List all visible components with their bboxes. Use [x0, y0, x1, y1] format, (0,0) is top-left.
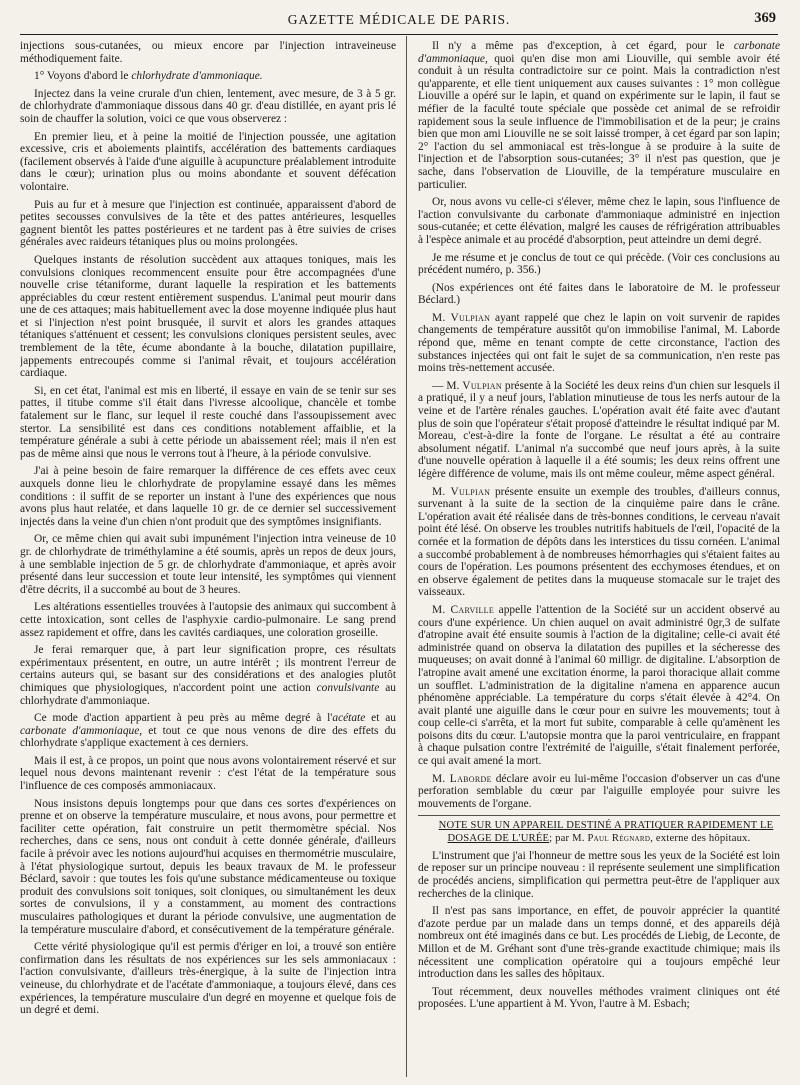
paragraph: Mais il est, à ce propos, un point que nous avons volontairement réservé et sur lequel nous devons maintenant revenir : c'est l'état de la température sous l'influence de ces composés ammoniacaux.: [20, 754, 396, 793]
paragraph: Nous insistons depuis longtemps pour que dans ces sortes d'expériences on prenne et on observe la température musculaire, et nous avons, pour permettre et faciliter cette opération, fait construire un petit thermomètre spécial. Nos recherches, dans ce sens, nous ont conduit à cette donnée générale, d'ailleurs facile à prévoir avec les notions aujourd'hui acquises en thermométrie musculaire, à l'état physiologique surtout, depuis les beaux travaux de M. le professeur Béclard, savoir : que toutes les fois qu'une substance médicamenteuse ou toxique produit des convulsions soit toniques, soit cloniques, ou simultanément les deux sortes de convulsions, il y a constamment, au moment des contractions musculaires pathologiques et durant la période convulsive, une augmentation de la température musculaire d'abord, et consécutivement de la température générale.: [20, 797, 396, 936]
paragraph: 1° Voyons d'abord le chlorhydrate d'ammoniaque.: [34, 70, 263, 83]
paragraph: (Nos expériences ont été faites dans le laboratoire de M. le professeur Béclard.): [418, 281, 780, 307]
paragraph: Injectez dans la veine crurale d'un chien, lentement, avec mesure, de 3 à 5 gr. de chlorhydrate d'ammoniaque dissous dans 40 gr. d'eau distillée, en ayant pris lé soin de chauffer la solution, voici ce que vous observerez :: [20, 87, 396, 125]
paragraph: M. Carville appelle l'attention de la Société sur un accident observé au cours d'une expérience. Un chien auquel on avait administré 0gr,3 de sulfate d'atropine avait été ensuite soumis à l'action de la digitaline; celle-ci avait été administrée quand on observa la dilatation des pupilles et la sécheresse des muqueuses; on avait donné à l'animal 60 milligr. de digitaline. L'absorption de l'atropine avait amené une excitation énorme, la paroi thoracique allait comme un soufflet. L'administration de la digitaline n'amena en apparence aucun phénomène appréciable. La température du corps s'était élevée à 42°4. On avait planté une aiguille dans le cœur pour en suivre les mouvements; tout à coup celle-ci s'arrêta, et la mort fut subite, comparable à celle qu'amènent les poisons dits du cœur. L'autopsie montra que la paroi ventriculaire, en frappant à chaque pulsation contre l'extrémité de l'aiguille, s'était finalement perforée, ce qui avait amené la mort.: [418, 603, 780, 768]
paragraph: M. Vulpian présente ensuite un exemple des troubles, d'ailleurs connus, survenant à la suite de la section de la cinquième paire dans le crâne. L'opération avait été réalisée dans de très-bonnes conditions, le cerveau n'avait point été lésé. On observe les troubles nutritifs habituels de l'œil, l'opacité de la cornée et la formation de dépôts dans les interstices du tissu cornéen. L'animal a succombé probablement à de nombreuses hémorrhagies qui s'étaient faites au cours de l'opération. Les poumons présentent des ecchymoses étendues, et on en observe également de petites dans la muqueuse stomacale sur le trajet des vaisseaux.: [418, 485, 780, 599]
section-heading: NOTE SUR UN APPAREIL DESTINÉ A PRATIQUER RAPIDEMENT LE DOSAGE DE L'URÉE; par M. Paul Régnard, externe des hôpitaux.: [418, 815, 780, 844]
paragraph: Quelques instants de résolution succèdent aux attaques toniques, mais les convulsions cloniques recommencent ensuite pour être accompagnées d'une nouvelle crise tétaniforme, durant laquelle la respiration et les battements appréciables du cœur restent entièrement suspendus. L'animal peut mourir dans une de ces attaques; mais habituellement avec la dose moyenne indiquée plus haut et si l'injection n'est point brusquée, il survit et alors les grandes attaques tétaniques s'atténuent et cessent; les convulsions cloniques persistent seules, avec tremblement de la tête, écume abondante à la bouche, dilatation pupillaire, jappements entrecoupés comme si l'animal rêvait, et toujours accélération cardiaque.: [20, 253, 396, 380]
paragraph: Je me résume et je conclus de tout ce qui précède. (Voir ces conclusions au précédent numéro, p. 356.): [418, 251, 780, 277]
paragraph: M. Vulpian ayant rappelé que chez le lapin on voit survenir de rapides changements de température aussitôt qu'on immobilise l'animal, M. Laborde répond que, même en tenant compte de cette circonstance, l'action des substances injectées qui ont fait le sujet de sa communication, n'en reste pas moins très-nettement accusée.: [418, 311, 780, 375]
paragraph: M. Laborde déclare avoir eu lui-même l'occasion d'observer un cas d'une perforation semblable du cœur par l'aiguille employée pour suivre les mouvements de l'organe.: [418, 772, 780, 810]
paragraph: J'ai à peine besoin de faire remarquer la différence de ces effets avec ceux auxquels donne lieu le chlorhydrate de propylamine essayé dans les mêmes conditions : il suffit de se reporter un instant à l'une des expériences que nous avons plus haut relatée, et dans laquelle 10 gr. de ce dernier sel successivement injectés dans la veine d'un chien n'ont produit que des symptômes insignifiants.: [20, 465, 396, 528]
paragraph: Puis au fur et à mesure que l'injection est continuée, apparaissent d'abord de petites secousses convulsives de la tête et des pattes antérieures, lesquelles gagnent bientôt les pattes postérieures et ne tardent pas à être suivies de crises générales avec raideurs tétaniques plus ou moins prolongées.: [20, 198, 396, 249]
paragraph: injections sous-cutanées, ou mieux encore par l'injection intraveineuse méthodiquement faite.: [20, 40, 396, 65]
paragraph: Il n'est pas sans importance, en effet, de pouvoir apprécier la quantité d'azote perdue par un malade dans un temps donné, et des appareils déjà nombreux ont été imaginés dans ce but. Les procédés de Liebig, de Leconte, de Millon et de M. Gréhant sont d'une très-grande exactitude chimique; mais ils nécessitent une complication opératoire qui a toujours empêché leur introduction dans les salles des hôpitaux.: [418, 905, 780, 981]
header-rule: [20, 34, 778, 35]
paragraph: L'instrument que j'ai l'honneur de mettre sous les yeux de la Société est loin de reposer sur un principe nouveau : il représente seulement une simplification de procédés anciens, simplification qui permettra peut-être de l'appliquer aux recherches de la clinique.: [418, 849, 780, 900]
column-divider: [406, 36, 407, 1077]
paragraph: — M. Vulpian présente à la Société les deux reins d'un chien sur lesquels il a pratiqué, il y a neuf jours, l'ablation minutieuse de tous les nerfs autour de la veine et de l'artère rénales gauches. L'opération avait été faite avec d'autant plus de soin que l'opérateur s'était proposé d'atteindre le résultat indiqué par M. Moreau, c'est-à-dire la fonte de l'organe. Le résultat a été au contraire absolument négatif. L'animal n'a succombé que neuf jours après, à la suite d'une nouvelle opération à laquelle il a été soumis; les deux reins offrent une légère différence de volume, mais ils ont même couleur, même aspect général.: [418, 379, 780, 480]
paragraph: Il n'y a même pas d'exception, à cet égard, pour le carbonate d'ammoniaque, quoi qu'en dise mon ami Liouville, qui semble avoir été conduit à un résulta contradictoire sur ce point. Mais la contradiction n'est qu'apparente, et elle tient uniquement aux causes suivantes : 1° mon collègue Liouville a opéré sur le lapin, et quand on expérimente sur le lapin, il faut se méfier de la faculté toute spéciale que possède cet animal de se refroidir rapidement sous la seule influence de l'immobilisation et de la peur; je crains bien que mon ami Liouville ne se soit laissé tromper, à cet égard par son lapin; 2° l'action du sel ammoniacal est très-longue à se produire à la suite de l'injection et de l'absorption sous-cutanées; 3° il n'est pas question, que je sache, dans l'observation de Liouville, de la température musculaire en particulier.: [418, 40, 780, 191]
right-column: [418, 40, 780, 1075]
paragraph: Les altérations essentielles trouvées à l'autopsie des animaux qui succombent à cette intoxication, sont celles de l'asphyxie cardio-pulmonaire. Le sang prend assez rapidement et offre, dans les cavités cardiaques, une coloration groseille.: [20, 601, 396, 639]
paragraph: Je ferai remarquer que, à part leur signification propre, ces résultats expérimentaux présentent, en outre, un autre intérêt ; ils montrent l'erreur de certains auteurs qui, se basant sur des considérations et des analogies plutôt chimiques que physiologiques, n'accordent point une action convulsivante au chlorhydrate d'ammoniaque.: [20, 644, 396, 707]
paragraph: Ce mode d'action appartient à peu près au même degré à l'acétate et au carbonate d'ammoniaque, et tout ce que nous venons de dire des effets du chlorhydrate s'applique exactement à ces derniers.: [20, 712, 396, 750]
paragraph: Si, en cet état, l'animal est mis en liberté, il essaye en vain de se tenir sur ses pattes, il titube comme s'il était dans l'ivresse alcoolique, chancèle et tombe fatalement sur le flanc, sur lequel il reste couché dans l'assoupissement avec stertor. La sensibilité est dans ces conditions notablement affaiblie, et la température générale a subi à cette période un abaissement réel; mais il n'en est pas de même ainsi que nous le verrons tout à l'heure, à la période convulsive.: [20, 384, 396, 460]
paragraph: En premier lieu, et à peine la moitié de l'injection poussée, une agitation excessive, cris et aboiements plaintifs, accélération des battements cardiaques (facilement observés à l'aide d'une aiguille à acupuncture préalablement introduite dans le cœur); urination plus ou moins abondante et souvent défécation volontaire.: [20, 130, 396, 193]
page-number: 369: [754, 10, 776, 26]
paragraph: Or, nous avons vu celle-ci s'élever, même chez le lapin, sous l'influence de l'action convulsivante du carbonate d'ammoniaque administré en injection sous-cutanée; et cette élévation, malgré les causes de réfrigération attribuables à l'espèce animale et au procédé d'absorption, peut atteindre un demi degré.: [418, 196, 780, 246]
paragraph: Tout récemment, deux nouvelles méthodes vraiment cliniques ont été proposées. L'une appartient à M. Yvon, l'autre à M. Esbach;: [418, 985, 780, 1011]
paragraph: Cette vérité physiologique qu'il est permis d'ériger en loi, a trouvé son entière confirmation dans les résultats de nos expériences sur les sels ammoniacaux : l'action convulsivante, d'ailleurs très-énergique, à la suite de l'injection intra veineuse, du chlorhydrate et de l'acétate d'ammoniaque, a toujours élevé, dans ces expériences, la température musculaire d'un degré en moyenne et quelque fois de un degré et demi.: [20, 941, 396, 1017]
running-header: [20, 8, 778, 32]
left-column: [20, 40, 396, 1075]
journal-title: GAZETTE MÉDICALE DE PARIS.: [287, 12, 511, 27]
paragraph: Or, ce même chien qui avait subi impunément l'injection intra veineuse de 10 gr. de chlorhydrate de triméthylamine a été soumis, après un repos de deux jours, à une semblable injection de 5 gr. de chlorhydrate d'ammoniaque, et après avoir présenté dans leur succession et toute leur intensité, les symptômes qui viennent d'être décrits, il a succombé au bout de 3 heures.: [20, 533, 396, 596]
